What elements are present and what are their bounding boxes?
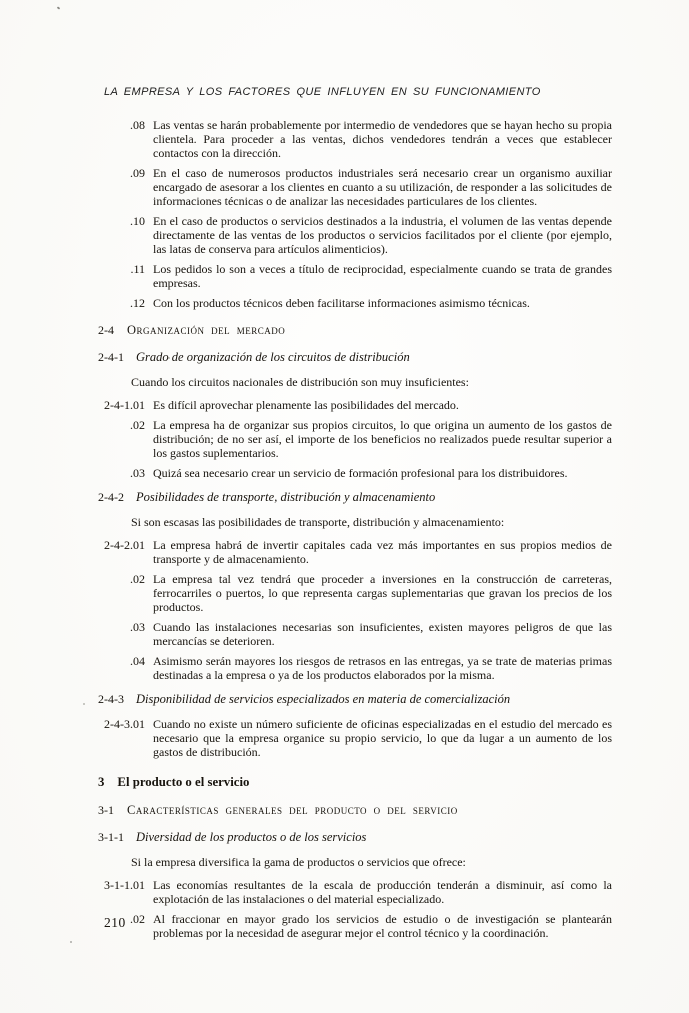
subsection-number: 3-1-1 xyxy=(98,830,124,844)
subsection-title: Grado de organización de los circuitos de distribución xyxy=(136,350,410,364)
paragraph-text: Las ventas se harán probablemente por intermedio de vendedores que se hayan hecho su propia clientela. Para proceder a las ventas, dichos vendedores tendrán a veces que establecer contactos con la dirección. xyxy=(153,118,612,160)
paragraph-number: 2-4-1.01 xyxy=(104,398,145,412)
subsection-title: Posibilidades de transporte, distribución y almacenamiento xyxy=(136,490,436,504)
numbered-paragraph xyxy=(98,912,612,940)
section-heading xyxy=(98,803,612,818)
numbered-paragraph xyxy=(98,654,612,682)
page-number: 210 xyxy=(104,915,126,930)
paragraph-text: Al fraccionar en mayor grado los servicios de estudio o de investigación se plantearán problemas por la necesidad de asegurar mejor el control técnico y la coordinación. xyxy=(153,912,612,940)
intro-line: Cuando los circuitos nacionales de distribución son muy insuficientes: xyxy=(131,375,469,389)
paragraph-number: .10 xyxy=(130,214,145,228)
numbered-paragraph xyxy=(98,572,612,614)
scan-speck xyxy=(70,941,72,943)
paragraph-text: En el caso de productos o servicios destinados a la industria, el volumen de las ventas depende directamente de las ventas de los productos o servicios facilitados por el cliente (por ejemplo, las latas de conserva para artículos alimenticios). xyxy=(153,214,612,256)
paragraph-number: 2-4-2.01 xyxy=(104,538,145,552)
paragraph-text: En el caso de numerosos productos industriales será necesario crear un organismo auxiliar encargado de asesorar a los clientes en cuanto a su utilización, de responder a las solicitudes de informaciones técnicas o de analizar las necesidades particulares de los clientes. xyxy=(153,166,612,208)
numbered-paragraph xyxy=(98,878,612,906)
paragraph-text: La empresa habrá de invertir capitales cada vez más importantes en sus propios medios de transporte y de almacenamiento. xyxy=(153,538,612,566)
section-title: Características generales del producto o del servicio xyxy=(127,803,458,817)
paragraph-number: .09 xyxy=(130,166,145,180)
paragraph-number: 2-4-3.01 xyxy=(104,717,145,731)
paragraph-text: Cuando no existe un número suficiente de oficinas especializadas en el estudio del mercado es necesario que la empresa organice su propio servicio, lo que da lugar a un aumento de los gastos de distribución. xyxy=(153,717,612,759)
subsection-title: Diversidad de los productos o de los servicios xyxy=(136,830,367,844)
numbered-paragraph xyxy=(98,262,612,290)
paragraph-number: .03 xyxy=(130,466,145,480)
scan-speck xyxy=(83,703,85,705)
section-title: Organización del mercado xyxy=(127,323,286,337)
paragraph-text: Las economías resultantes de la escala de producción tenderán a disminuir, así como la explotación de las instalaciones o del material especializado. xyxy=(153,878,612,906)
paragraph-text: La empresa tal vez tendrá que proceder a inversiones en la construcción de carreteras, ferrocarriles o puertos, lo que representa cargas suplementarias que gravan los precios de los productos. xyxy=(153,572,612,614)
section-number: 2-4 xyxy=(98,323,114,337)
paragraph-text: Es difícil aprovechar plenamente las posibilidades del mercado. xyxy=(153,398,459,412)
subsection-number: 2-4-3 xyxy=(98,692,124,706)
numbered-paragraph xyxy=(98,166,612,208)
subsection-title: Disponibilidad de servicios especializados en materia de comercialización xyxy=(136,692,511,706)
paragraph-text: Cuando las instalaciones necesarias son insuficientes, existen mayores peligros de que las mercancías se deterioren. xyxy=(153,620,612,648)
scan-speck xyxy=(57,6,61,9)
running-head: LA EMPRESA Y LOS FACTORES QUE INFLUYEN EN SU FUNCIONAMIENTO xyxy=(104,86,541,98)
subsection-number: 2-4-2 xyxy=(98,490,124,504)
subsection-heading xyxy=(98,490,612,505)
paragraph-number: .04 xyxy=(130,654,145,668)
intro-line: Si son escasas las posibilidades de transporte, distribución y almacenamiento: xyxy=(131,515,505,529)
numbered-paragraph xyxy=(98,620,612,648)
paragraph-number: 3-1-1.01 xyxy=(104,878,145,892)
paragraph-number: .02 xyxy=(130,572,145,586)
numbered-paragraph xyxy=(98,296,612,310)
paragraph-number: .11 xyxy=(130,262,145,276)
subsection-heading xyxy=(98,830,612,845)
chapter-heading xyxy=(98,775,612,790)
section-number: 3-1 xyxy=(98,803,114,817)
numbered-paragraph xyxy=(98,214,612,256)
subsection-heading xyxy=(98,350,612,365)
subsection-number: 2-4-1 xyxy=(98,350,124,364)
paragraph-number: .12 xyxy=(130,296,145,310)
paragraph-text: La empresa ha de organizar sus propios circuitos, lo que origina un aumento de los gastos de distribución; de no ser así, el importe de los beneficios no realizados puede resultar superior a los gastos suplementarios. xyxy=(153,418,612,460)
paragraph-text: Quizá sea necesario crear un servicio de formación profesional para los distribuidores. xyxy=(153,466,568,480)
numbered-paragraph xyxy=(98,398,612,412)
numbered-paragraph xyxy=(98,466,612,480)
numbered-paragraph xyxy=(98,538,612,566)
subsection-heading xyxy=(98,692,612,707)
paragraph-number: .03 xyxy=(130,620,145,634)
chapter-number: 3 xyxy=(98,775,105,789)
paragraph-text: Asimismo serán mayores los riesgos de retrasos en las entregas, ya se trate de materias primas destinadas a la empresa o ya de los productos elaborados por la misma. xyxy=(153,654,612,682)
page-content xyxy=(98,112,612,940)
section-heading xyxy=(98,323,612,338)
paragraph-text: Los pedidos lo son a veces a título de reciprocidad, especialmente cuando se trata de grandes empresas. xyxy=(153,262,612,290)
numbered-paragraph xyxy=(98,118,612,160)
chapter-title: El producto o el servicio xyxy=(117,775,250,789)
paragraph-text: Con los productos técnicos deben facilitarse informaciones asimismo técnicas. xyxy=(153,296,530,310)
numbered-paragraph xyxy=(98,717,612,759)
paragraph-number: .02 xyxy=(130,418,145,432)
paragraph-number: .08 xyxy=(130,118,145,132)
intro-line: Si la empresa diversifica la gama de productos o servicios que ofrece: xyxy=(131,855,466,869)
paragraph-number: .02 xyxy=(130,912,145,926)
numbered-paragraph xyxy=(98,418,612,460)
